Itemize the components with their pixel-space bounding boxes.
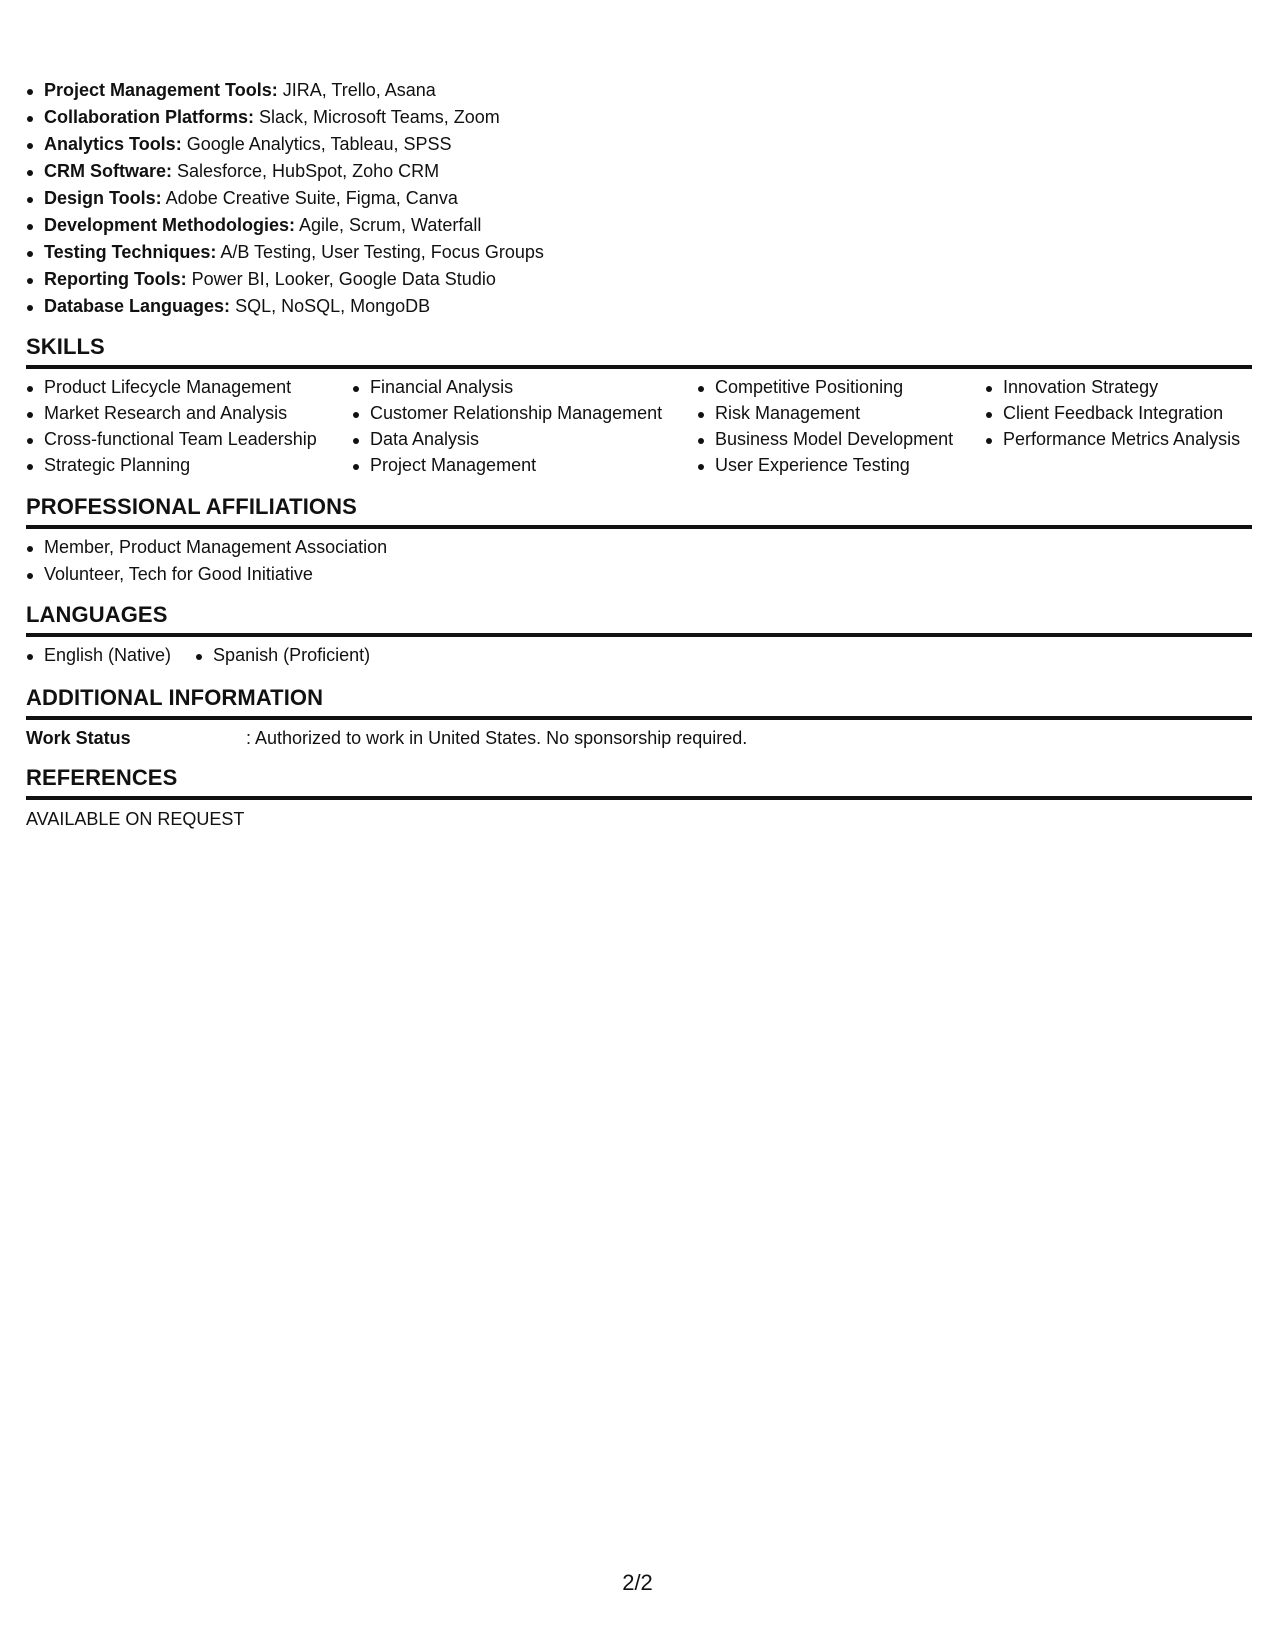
tool-item — [26, 240, 1252, 265]
tool-item — [26, 105, 1252, 130]
work-status-row — [26, 726, 1252, 750]
tool-value: Google Analytics, Tableau, SPSS — [181, 134, 452, 154]
tool-label: Collaboration Platforms: — [44, 107, 255, 127]
skill-item: Client Feedback Integration — [985, 401, 1245, 425]
skill-item: Business Model Development — [697, 427, 985, 451]
additional-info-heading: ADDITIONAL INFORMATION — [26, 684, 1252, 720]
tool-item — [26, 267, 1252, 292]
skill-item: Strategic Planning — [26, 453, 352, 477]
tool-value: A/B Testing, User Testing, Focus Groups — [216, 242, 544, 262]
tool-value: Adobe Creative Suite, Figma, Canva — [161, 188, 458, 208]
skills-grid — [26, 375, 1252, 479]
tool-item — [26, 213, 1252, 238]
references-heading: REFERENCES — [26, 764, 1252, 800]
skill-item: Customer Relationship Management — [352, 401, 697, 425]
page-number: 2/2 — [622, 1570, 653, 1595]
tool-label: CRM Software: — [44, 161, 173, 181]
skills-column — [985, 375, 1245, 479]
skills-column — [352, 375, 697, 479]
skill-item: Data Analysis — [352, 427, 697, 451]
tool-value: Power BI, Looker, Google Data Studio — [186, 269, 496, 289]
tool-value: SQL, NoSQL, MongoDB — [230, 296, 431, 316]
skill-item: Risk Management — [697, 401, 985, 425]
skill-item: Cross-functional Team Leadership — [26, 427, 352, 451]
resume-content — [26, 78, 1252, 832]
skills-heading: SKILLS — [26, 333, 1252, 369]
affiliation-item: Member, Product Management Association — [26, 535, 1252, 560]
skill-item: Innovation Strategy — [985, 375, 1245, 399]
tool-item — [26, 78, 1252, 103]
tool-value: Agile, Scrum, Waterfall — [295, 215, 482, 235]
language-item: Spanish (Proficient) — [195, 643, 370, 668]
tool-item — [26, 294, 1252, 319]
skill-item: Project Management — [352, 453, 697, 477]
skills-section — [26, 333, 1252, 479]
work-status-label: Work Status — [26, 728, 131, 748]
languages-list — [26, 643, 1252, 670]
tool-label: Analytics Tools: — [44, 134, 182, 154]
affiliations-list — [26, 535, 1252, 587]
tools-list — [26, 78, 1252, 319]
languages-heading: LANGUAGES — [26, 601, 1252, 637]
tool-label: Design Tools: — [44, 188, 162, 208]
skill-item: Financial Analysis — [352, 375, 697, 399]
references-text: AVAILABLE ON REQUEST — [26, 809, 245, 829]
additional-info-section — [26, 684, 1252, 750]
tool-value: Salesforce, HubSpot, Zoho CRM — [172, 161, 440, 181]
skill-item: User Experience Testing — [697, 453, 985, 477]
skills-column — [26, 375, 352, 479]
work-status-value: : Authorized to work in United States. No sponsorship required. — [246, 728, 748, 748]
tool-value: Slack, Microsoft Teams, Zoom — [254, 107, 500, 127]
skill-item: Competitive Positioning — [697, 375, 985, 399]
tool-label: Development Methodologies: — [44, 215, 296, 235]
skill-item: Market Research and Analysis — [26, 401, 352, 425]
language-item: English (Native) — [26, 643, 171, 668]
skills-column — [697, 375, 985, 479]
tool-value: JIRA, Trello, Asana — [277, 80, 436, 100]
tool-item — [26, 186, 1252, 211]
tool-label: Testing Techniques: — [44, 242, 217, 262]
tool-item — [26, 159, 1252, 184]
affiliations-section — [26, 493, 1252, 587]
references-section — [26, 764, 1252, 832]
tool-label: Reporting Tools: — [44, 269, 187, 289]
tool-label: Project Management Tools: — [44, 80, 278, 100]
tool-item — [26, 132, 1252, 157]
tool-label: Database Languages: — [44, 296, 231, 316]
affiliation-item: Volunteer, Tech for Good Initiative — [26, 562, 1252, 587]
skill-item: Performance Metrics Analysis — [985, 427, 1245, 451]
skill-item: Product Lifecycle Management — [26, 375, 352, 399]
affiliations-heading: PROFESSIONAL AFFILIATIONS — [26, 493, 1252, 529]
languages-section — [26, 601, 1252, 670]
